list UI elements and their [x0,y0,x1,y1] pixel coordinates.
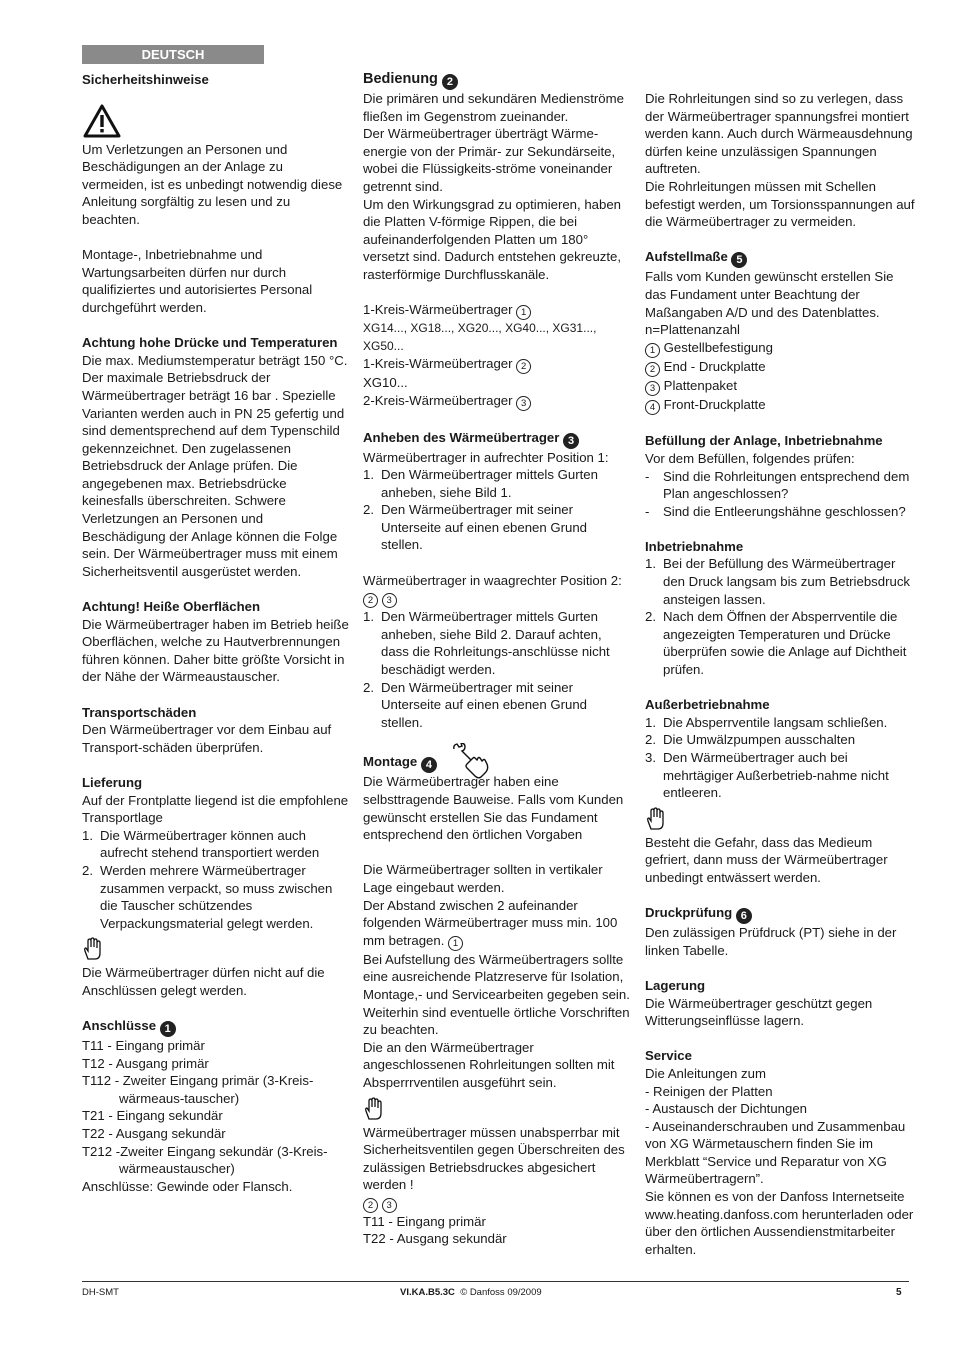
pressure-text: Die max. Mediumstemperatur beträgt 150 °C. Der maximale Betriebsdruck der Wärmeübertrager beträgt 16 bar . Spezielle Varianten werden auch in PN 25 gefertig und sind dementsprechend auf dem Typenschild gekennzeichnet. Den zugelassenen Betriebsdruck der Anlage prüfen. Die angegebenen max. Betriebsdrücke keinesfalls überschreiten. Schwere Verletzungen an Personen und Beschädigung der Anlage können die Folge sein. Der Wärmeübertrager muss mit einem Sicherheitsventil ausgerüstet werden. [82,352,348,579]
lifting-vertical-list [363,466,631,554]
list-item: T11 - Eingang primär [82,1038,205,1054]
mounting-text-1: Die Wärmeübertrager haben eine selbsttragende Bauweise. Falls vom Kunden gewünscht erstellen Sie das Fundament entsprechend den örtlichen Vorgaben [363,774,624,843]
figure-mark: 2 [363,593,378,608]
pipes-text-2: Die Rohrleitungen müssen mit Schellen befestigt werden, um Torsionsspannungen auf die Wärmeübertrager zu vermeiden. [645,178,915,230]
dimensions-list [645,339,915,415]
figure-badge: 2 [442,74,458,90]
list-item: 2 End - Druckplatte [645,358,915,377]
list-item: T21 - Eingang sekundär [82,1108,223,1124]
list-item: 2. Werden mehrere Wärmeübertrager zusammen verpackt, so muss zwischen die Tauscher schützendes Verpackungsmaterial gelegt werden. [82,862,333,931]
service-line: - Auseinanderschrauben und Zusammenbau von XG Wärmetauschern finden Sie im Merkblatt “Service und Reparatur von XG Wärmeübertragern”. [645,1118,906,1187]
figure-mark: 3 [382,593,397,608]
column-right [645,71,915,1258]
hand-note-icon [82,937,102,961]
connections-note: Anschlüsse: Gewinde oder Flansch. [82,1178,293,1194]
mounting-title: Montage 4 [363,753,437,773]
operation-text-2: Der Wärmeübertrager überträgt Wärme-energie von der Primär- zur Sekundärseite, wobei die Flüssigkeits-ströme voneinander getrennt sind. [363,126,616,194]
mounting-text-4: Bei Aufstellung des Wärmeübertragers sollte eine ausreichende Platzreserve für Isolation, Montage,- und Servicearbeiten gegeben sein. Weiterhin sind eventuelle örtliche Vorschriften zu beachten. [363,951,630,1038]
figure-mark: 1 [516,305,531,320]
list-item: 2. Den Wärmeübertrager mit seiner Unterseite auf einen ebenen Grund stellen. [363,502,588,553]
safety-intro: Um Verletzungen an Personen und Beschädigungen an der Anlage zu vermeiden, ist es unbedingt notwendig diese Anleitung sorgfältig zu lesen und zu beachten. [82,141,343,227]
lifting-horizontal-list [363,608,631,731]
language-label: DEUTSCH [82,45,264,64]
figure-mark: 3 [382,1198,397,1213]
column-left [82,71,350,1195]
hot-surfaces-text: Die Wärmeübertrager haben im Betrieb heiße Oberflächen, welche zu Hautverbrennungen führen können. Daher bitte größte Vorsicht in der Nähe der Wärmeaustauscher. [82,616,349,685]
footer-code: VI.KA.B5.3C © Danfoss 09/2009 [400,1287,542,1298]
page-number: 5 [896,1287,902,1298]
mounting-text-3: Der Abstand zwischen 2 aufeinander folgenden Wärmeübertrager muss min. 100 mm betragen. 1 [363,897,618,949]
safety-title: Sicherheitshinweise [82,72,209,87]
type-item: 1-Kreis-Wärmeübertrager 1 [363,301,631,320]
footer-divider [82,1281,909,1282]
list-item: T112 - Zweiter Eingang primär (3-Kreis-wärmeaus-tauscher) [82,1073,314,1106]
figure-badge: 3 [563,433,579,449]
figure-badge: 6 [736,908,752,924]
hand-note-icon [363,1097,383,1121]
storage-text: Die Wärmeübertrager geschützt gegen Witterungseinflüsse lagern. [645,995,873,1029]
decommissioning-list [645,714,915,802]
operation-text-3: Um den Wirkungsgrad zu optimieren, haben die Platten V-förmige Rippen, die bei aufeinanderfolgenden Platten um 180° versetzt sind. Dadurch entstehen gekreuzte, rasterförmige Durchflusskanäle. [363,196,622,282]
warning-icon [82,103,122,139]
list-item: 1. Den Wärmeübertrager mittels Gurten anheben, siehe Bild 2. Darauf achten, dass die Rohrleitungs-anschlüsse nicht beschädigt werden. [363,609,610,678]
list-item: T11 - Eingang primär [363,1213,486,1229]
commissioning-list [645,555,915,678]
pipes-text-1: Die Rohrleitungen sind so zu verlegen, dass der Wärmeübertrager spannungsfrei montiert werden kann. Auch durch Wärmeausdehnung dürfen keine unzulässigen Spannungen auftreten. [645,91,913,177]
list-item: T12 - Ausgang primär [82,1055,209,1071]
lifting-title: Anheben des Wärmeübertrager 3 [363,429,631,449]
figure-mark: 1 [448,936,463,951]
list-item: 1. Bei der Befüllung des Wärmeübertrager den Druck langsam bis zum Betriebsdruck ansteigen lassen. [645,556,911,607]
pressure-test-text: Den zulässigen Prüfdruck (PT) siehe in der linken Tabelle. [645,925,897,958]
connections-title: Anschlüsse 1 [82,1017,350,1037]
list-item: 1. Die Absperrventile langsam schließen. [645,714,888,730]
figure-mark: 2 [516,359,531,374]
footer-left: DH-SMT [82,1287,119,1298]
mounting-note-marks [363,1194,631,1213]
list-item: 3 Plattenpaket [645,377,915,396]
mounting-heading [363,743,631,773]
frost-note: Besteht die Gefahr, dass das Medieum gefriert, dann muss der Wärmeübertrager unbedingt entwässert werden. [645,834,888,885]
montage-note: Montage-, Inbetriebnahme und Wartungsarbeiten dürfen nur durch qualifiziertes und autorisiertes Personal durchgeführt werden. [82,247,313,315]
list-item: - Sind die Entleerungshähne geschlossen? [645,503,906,519]
delivery-note: Die Wärmeübertrager dürfen nicht auf die Anschlüssen gelegt werden. [82,965,325,998]
delivery-title: Lieferung [82,774,143,790]
figure-badge: 5 [731,252,747,268]
figure-badge: 4 [421,757,437,773]
service-line: Sie können es von der Danfoss Internetseite www.heating.danfoss.com herunterladen oder über den örtlichen Aussendienstmitarbeiter erhalten. [645,1189,914,1257]
list-item: 1. Den Wärmeübertrager mittels Gurten anheben, siehe Bild 1. [363,467,598,500]
service-line: - Reinigen der Platten [645,1083,773,1099]
service-line: Die Anleitungen zum [645,1065,766,1081]
delivery-text: Auf der Frontplatte liegend ist die empfohlene Transportlage [82,792,349,826]
column-middle [363,71,631,1248]
dimensions-n: n=Plattenanzahl [645,322,740,338]
mounting-note: Wärmeübertrager müssen unabsperrbar mit Sicherheitsventilen gegen Überschreiten des zulässigen Betriebsdruckes abgesichert werden ! [363,1124,625,1193]
storage-title: Lagerung [645,977,706,993]
list-item: 1 Gestellbefestigung [645,339,915,358]
list-item: 2. Die Umwälzpumpen ausschalten [645,732,856,748]
list-item: T22 - Ausgang sekundär [82,1126,226,1142]
filling-title: Befüllung der Anlage, Inbetriebnahme [645,433,883,449]
mounting-text-5: Die an den Wärmeübertrager angeschlossenen Rohrleitungen sollten mit Absperrrventilen ausgeführt sein. [363,1039,615,1090]
list-item: - Sind die Rohrleitungen entsprechend dem Plan angeschlossen? [645,468,910,502]
filling-text: Vor dem Befüllen, folgendes prüfen: [645,450,855,466]
list-item: 2. Nach dem Öffnen der Absperrventile die angezeigten Temperaturen und Drücke überprüfen sowie die Anlage auf Dichtheit prüfen. [645,609,907,678]
service-line: - Austausch der Dichtungen [645,1101,808,1117]
figure-badge: 1 [160,1021,176,1037]
commissioning-title: Inbetriebnahme [645,538,744,554]
dimensions-title: Aufstellmaße 5 [645,248,915,268]
list-item: T212 -Zweiter Eingang sekundär (3-Kreis-wärmeaustauscher) [82,1143,328,1177]
hand-note-icon [645,807,665,831]
connections-list [82,1037,350,1178]
delivery-list [82,827,350,933]
transport-text: Den Wärmeübertrager vor dem Einbau auf Transport-schäden überprüfen. [82,722,332,755]
list-item: 4 Front-Druckplatte [645,396,915,415]
list-item: 3. Den Wärmeübertrager auch bei mehrtägiger Außerbetrieb-nahme nicht entleeren. [645,750,889,801]
hot-surfaces-title: Achtung! Heiße Oberflächen [82,599,261,615]
list-item: 2. Den Wärmeübertrager mit seiner Unterseite auf einen ebenen Grund stellen. [363,679,588,730]
service-title: Service [645,1048,692,1064]
list-item: T22 - Ausgang sekundär [363,1231,507,1247]
pressure-title: Achtung hohe Drücke und Temperaturen [82,335,338,351]
mounting-text-2: Die Wärmeübertrager sollten in vertikaler Lage eingebaut werden. [363,862,603,895]
type-models: XG10... [363,375,408,391]
pressure-test-title: Druckprüfung 6 [645,904,915,924]
lifting-horizontal: Wärmeübertrager in waagrechter Position 2: 2 3 [363,572,622,607]
operation-text-1: Die primären und sekundären Medienströme fließen im Gegenstrom zueinander. [363,91,624,124]
figure-mark: 3 [516,396,531,411]
decommissioning-title: Außerbetriebnahme [645,697,770,713]
transport-title: Transportschäden [82,704,197,720]
list-item: 1. Die Wärmeübertrager können auch aufrecht stehend transportiert werden [82,827,320,861]
type-item: 1-Kreis-Wärmeübertrager 2 [363,355,631,374]
wrench-hand-icon [451,743,491,779]
type-item: 2-Kreis-Wärmeübertrager 3 [363,392,631,411]
type-models: XG14..., XG18..., XG20..., XG40..., XG31..., XG50... [363,321,597,353]
figure-mark: 2 [363,1198,378,1213]
dimensions-text: Falls vom Kunden gewünscht erstellen Sie das Fundament unter Beachtung der Maßangaben A/D und des Datenblattes. [645,269,894,320]
operation-title: Bedienung 2 [363,71,631,90]
lifting-vertical: Wärmeübertrager in aufrechter Position 1: [363,449,609,465]
filling-list [645,468,915,521]
